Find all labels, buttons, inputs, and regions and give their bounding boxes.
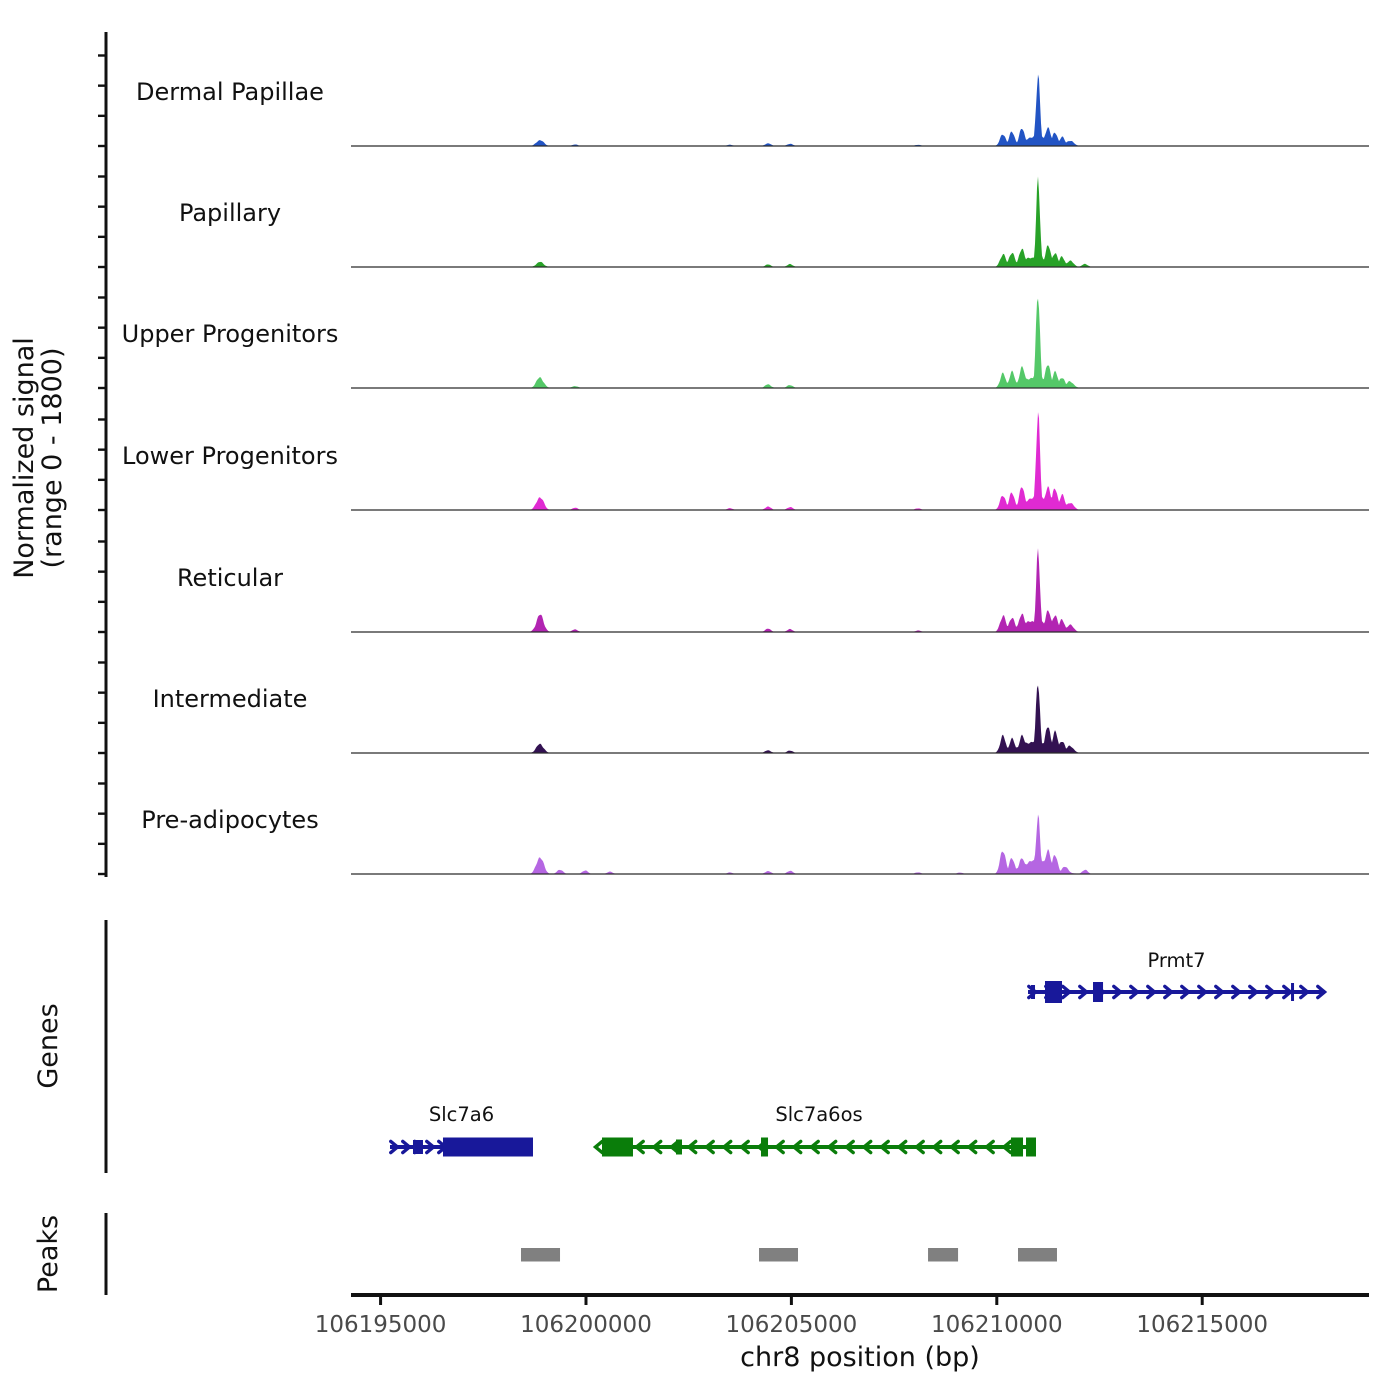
track-label-pre-adipocytes: Pre-adipocytes [141, 806, 319, 834]
signal-track-papillary [98, 177, 1369, 268]
x-axis-tick-label: 106200000 [520, 1312, 652, 1338]
exon-block [761, 1138, 768, 1157]
x-axis-title: chr8 position (bp) [740, 1342, 980, 1373]
signal-track-lower-progenitors [98, 412, 1369, 510]
exon-block [1011, 1138, 1023, 1157]
exon-block [676, 1140, 682, 1155]
peak-region [521, 1248, 560, 1262]
strand-direction-chevron [596, 1141, 603, 1152]
signal-track-intermediate [98, 663, 1369, 754]
exon-block [443, 1138, 533, 1157]
exon-block [1093, 982, 1103, 1002]
signal-area-papillary [351, 177, 1369, 267]
y-axis-label-line1: Normalized signal [9, 337, 40, 579]
signal-area-upper-progenitors [351, 299, 1369, 388]
track-label-upper-progenitors: Upper Progenitors [121, 320, 339, 348]
gene-label-prmt7: Prmt7 [1147, 949, 1206, 972]
exon-block [602, 1138, 633, 1157]
peak-region [1018, 1248, 1057, 1262]
signal-area-reticular [351, 548, 1369, 632]
track-label-papillary: Papillary [178, 199, 282, 227]
signal-track-reticular [98, 542, 1369, 633]
peak-region [928, 1248, 958, 1262]
genes-panel [33, 920, 1325, 1173]
gene-slc7a6 [390, 1103, 533, 1157]
x-axis-tick-label: 106210000 [930, 1312, 1063, 1338]
x-axis-tick-label: 106205000 [725, 1312, 858, 1338]
peaks-panel [33, 1213, 1057, 1295]
x-axis-tick-label: 106195000 [314, 1312, 447, 1338]
signal-area-lower-progenitors [351, 412, 1369, 510]
signal-track-dermal-papillae [98, 56, 1369, 147]
signal-track-pre-adipocytes [98, 784, 1369, 875]
x-axis-tick-label: 106215000 [1136, 1312, 1269, 1338]
peaks-section-label: Peaks [33, 1214, 64, 1294]
x-axis [315, 1295, 1369, 1373]
signal-area-intermediate [351, 685, 1369, 753]
signal-track-upper-progenitors [98, 298, 1369, 389]
gene-label-slc7a6: Slc7a6 [428, 1103, 495, 1126]
signal-tracks-panel [9, 32, 1369, 877]
exon-block [1045, 981, 1062, 1003]
exon-block [413, 1140, 423, 1154]
peak-region [759, 1248, 798, 1262]
exon-block [1031, 985, 1035, 999]
track-label-reticular: Reticular [176, 564, 284, 592]
exon-block [1291, 983, 1294, 1001]
gene-prmt7 [1028, 949, 1325, 1003]
y-axis-label-line2: (range 0 - 1800) [37, 347, 68, 569]
track-label-lower-progenitors: Lower Progenitors [122, 442, 338, 470]
exon-block [1026, 1138, 1036, 1157]
genes-section-label: Genes [33, 1003, 64, 1089]
signal-area-pre-adipocytes [351, 814, 1369, 874]
gene-label-slc7a6os: Slc7a6os [775, 1103, 863, 1126]
track-label-intermediate: Intermediate [152, 685, 308, 713]
track-label-dermal-papillae: Dermal Papillae [136, 78, 324, 106]
gene-slc7a6os [596, 1103, 1036, 1157]
signal-area-dermal-papillae [351, 74, 1369, 146]
